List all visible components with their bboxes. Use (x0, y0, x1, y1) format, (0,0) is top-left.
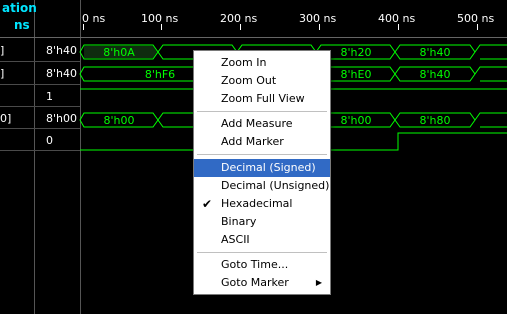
tick-label: 0 ns (82, 12, 106, 25)
checkmark-icon: ✔ (202, 197, 213, 211)
segment-label: 8'h0A (103, 46, 135, 59)
menu-item-ascii[interactable]: ASCII (221, 233, 250, 246)
signal-value: 0 (46, 134, 53, 147)
signal-value: 8'h00 (46, 112, 77, 125)
tick-label: 300 ns (299, 12, 337, 25)
segment-label: 8'h00 (340, 114, 372, 127)
menu-item-zoom-full-view[interactable]: Zoom Full View (221, 92, 305, 105)
menu-item-goto-time[interactable]: Goto Time... (221, 258, 289, 271)
menu-item-binary[interactable]: Binary (221, 215, 257, 228)
segment-label: 8'h40 (419, 68, 451, 81)
menu-item-hexadecimal[interactable]: ✔ Hexadecimal (202, 197, 293, 211)
signal-value: 1 (46, 90, 53, 103)
signal-name[interactable]: 0] (0, 112, 12, 125)
menu-separator (197, 252, 327, 253)
menu-item-goto-marker[interactable]: Goto Marker ▶ (194, 274, 330, 292)
menu-separator (197, 154, 327, 155)
header-title-line2: ns (14, 18, 30, 32)
segment-label: 8'hF6 (144, 68, 176, 81)
segment-label: 8'h20 (340, 46, 372, 59)
segment-label: 8'hE0 (340, 68, 372, 81)
context-menu (193, 50, 331, 295)
menu-item-decimal-signed[interactable]: Decimal (Signed) (194, 159, 330, 177)
signal-name[interactable]: ] (0, 44, 5, 57)
menu-item-add-marker[interactable]: Add Marker (221, 135, 284, 148)
menu-item-zoom-out[interactable]: Zoom Out (221, 74, 277, 87)
submenu-arrow-icon: ▶ (315, 278, 322, 287)
tick-label: 400 ns (378, 12, 416, 25)
signal-value: 8'h40 (46, 44, 77, 57)
segment-label: 8'h80 (419, 114, 451, 127)
tick-label: 100 ns (141, 12, 179, 25)
tick-label: 200 ns (220, 12, 258, 25)
menu-item-decimal-unsigned[interactable]: Decimal (Unsigned) (221, 179, 330, 192)
menu-item-add-measure[interactable]: Add Measure (221, 117, 293, 130)
menu-separator (197, 111, 327, 112)
segment-label: 8'h40 (419, 46, 451, 59)
menu-item-zoom-in[interactable]: Zoom In (221, 56, 267, 69)
signal-value: 8'h40 (46, 67, 77, 80)
header-title-line1: ation (2, 1, 37, 15)
signal-name[interactable]: ] (0, 67, 5, 80)
tick-label: 500 ns (457, 12, 495, 25)
segment-label: 8'h00 (103, 114, 135, 127)
